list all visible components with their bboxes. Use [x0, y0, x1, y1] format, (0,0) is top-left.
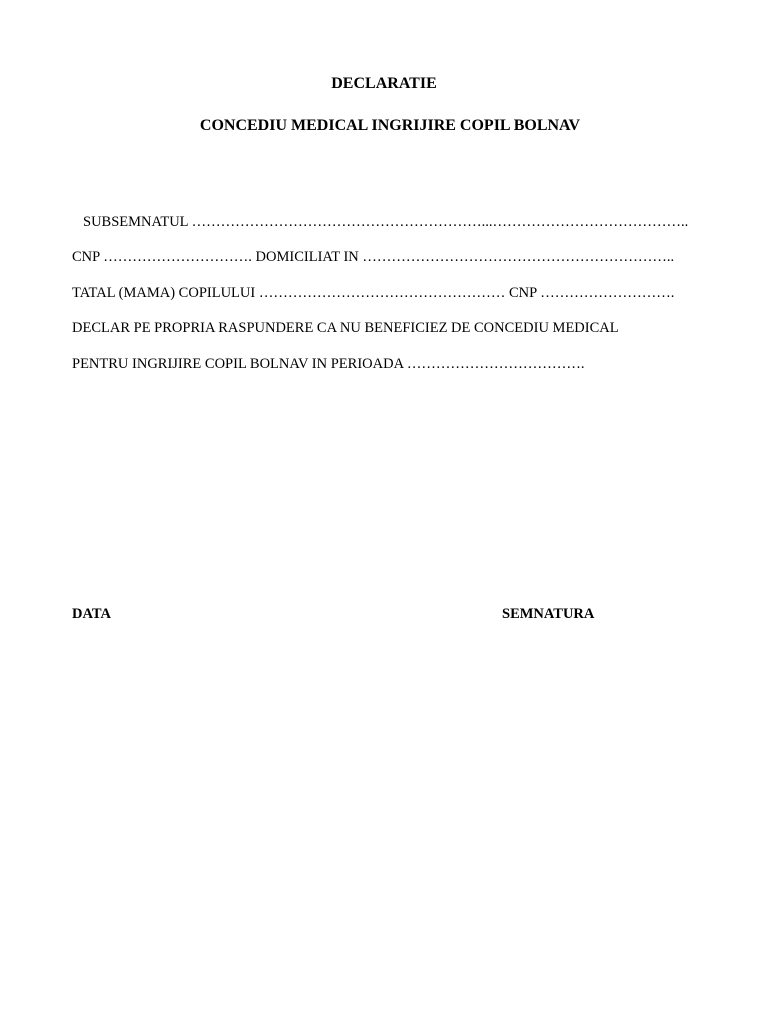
document-title: DECLARATIE — [331, 75, 437, 92]
cnp-domicile-line: CNP …………………………. DOMICILIAT IN ……………………………………………………….. — [72, 249, 675, 265]
declaration-statement-line: DECLAR PE PROPRIA RASPUNDERE CA NU BENEFICIEZ DE CONCEDIU MEDICAL — [72, 320, 619, 336]
date-label: DATA — [72, 606, 111, 622]
declarant-name-line: SUBSEMNATUL ……………………………………………………...………………………………….. — [83, 214, 689, 230]
signature-label: SEMNATURA — [502, 606, 595, 622]
parent-cnp-line: TATAL (MAMA) COPILULUI …………………………………………… CNP ………………………. — [72, 285, 675, 301]
document-subtitle: CONCEDIU MEDICAL INGRIJIRE COPIL BOLNAV — [199, 117, 581, 134]
period-line: PENTRU INGRIJIRE COPIL BOLNAV IN PERIOADA ………………………………. — [72, 356, 585, 372]
